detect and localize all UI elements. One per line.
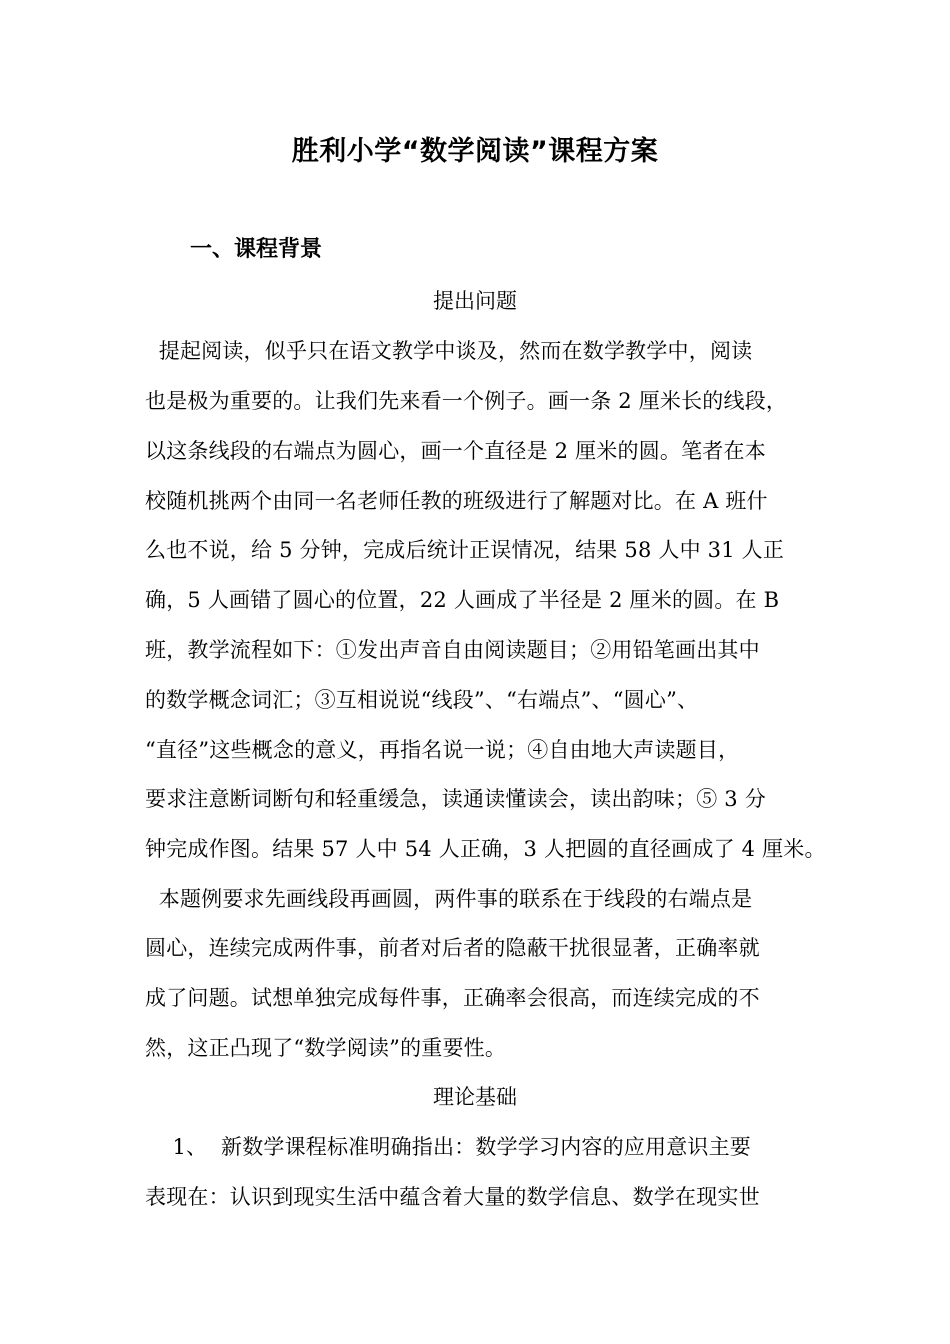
paragraph-line: 班，教学流程如下：①发出声音自由阅读题目；②用铅笔画出其中 (145, 638, 760, 662)
paragraph-line: “直径”这些概念的意义，再指名说一说；④自由地大声读题目， (145, 738, 740, 762)
paragraph-line: 的数学概念词汇；③互相说说“线段”、“右端点”、“圆心”、 (145, 688, 699, 712)
paragraph-line: 提起阅读，似乎只在语文教学中谈及，然而在数学教学中，阅读 (145, 339, 753, 363)
paragraph-line: 成了问题。试想单独完成每件事，正确率会很高，而连续完成的不 (145, 986, 760, 1010)
paragraph-line: 要求注意断词断句和轻重缓急，读通读懂读会，读出韵味；⑤ 3 分 (145, 787, 766, 811)
paragraph-line: 以这条线段的右端点为圆心，画一个直径是 2 厘米的圆。笔者在本 (145, 439, 766, 463)
section-heading-background: 一、课程背景 (190, 237, 323, 262)
paragraph-line: 表现在：认识到现实生活中蕴含着大量的数学信息、数学在现实世 (145, 1185, 760, 1209)
paragraph-line: 圆心，连续完成两件事，前者对后者的隐蔽干扰很显著，正确率就 (145, 936, 760, 960)
paragraph-line: 钟完成作图。结果 57 人中 54 人正确，3 人把圆的直径画成了 4 厘米。 (145, 837, 826, 861)
paragraph-line: 也是极为重要的。让我们先来看一个例子。画一条 2 厘米长的线段， (145, 389, 788, 413)
document-title: 胜利小学“数学阅读”课程方案 (291, 136, 659, 167)
paragraph-line: 1、 新数学课程标准明确指出：数学学习内容的应用意识主要 (145, 1135, 752, 1159)
paragraph-line: 本题例要求先画线段再画圆，两件事的联系在于线段的右端点是 (145, 887, 753, 911)
paragraph-line: 确，5 人画错了圆心的位置，22 人画成了半径是 2 厘米的圆。在 B (145, 588, 780, 612)
paragraph-line: 么也不说，给 5 分钟，完成后统计正误情况，结果 58 人中 31 人正 (145, 538, 785, 562)
paragraph-line: 校随机挑两个由同一名老师任教的班级进行了解题对比。在 A 班什 (145, 489, 768, 513)
subheading-theory: 理论基础 (433, 1085, 517, 1109)
paragraph-line: 然，这正凸现了“数学阅读”的重要性。 (145, 1036, 507, 1060)
subheading-problem: 提出问题 (433, 289, 517, 313)
